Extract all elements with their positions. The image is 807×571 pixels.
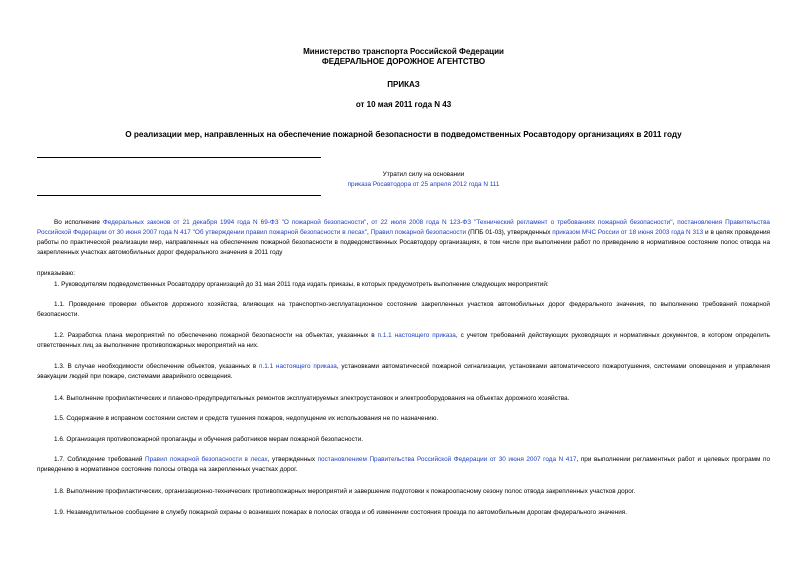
- repeal-order-link[interactable]: приказа Росавтодора от 25 апреля 2012 года N 111: [347, 181, 500, 188]
- document-date-number: от 10 мая 2011 года N 43: [355, 100, 452, 109]
- fire-safety-rules-link[interactable]: Правил пожарной безопасности: [370, 229, 467, 236]
- emercom-order-link[interactable]: приказом МЧС России от 18 июня 2003 года N 313: [552, 229, 704, 236]
- item-1-8: 1.8. Выполнение профилактических, организационно-технических противопожарных мероприятий и завершение подготовки к пожароопасному сезону полос отвода закрепленных участков дорог.: [54, 488, 636, 495]
- divider: [37, 157, 321, 158]
- text-run: 1.2. Разработка плана мероприятий по обеспечению пожарной безопасности на объектах, указанных в: [54, 332, 378, 339]
- ministry-name: Министерство транспорта Российской Федерации: [303, 47, 504, 56]
- preamble-paragraph: [37, 218, 770, 258]
- text-run: , утвержденных: [267, 456, 318, 463]
- text-run: ,: [366, 219, 372, 226]
- government-decree-link[interactable]: постановления Правительства Российской Федерации от 30 июня 2007 года N 417 "Об утверждении правил пожарной безопасности в лесах": [37, 219, 770, 236]
- text-run: Во исполнение: [54, 219, 103, 226]
- federal-laws-link[interactable]: Федеральных законов от 21 декабря 1994 года N 69-ФЗ "О пожарной безопасности": [102, 219, 367, 226]
- order-word: приказываю:: [37, 270, 75, 277]
- item-1-6: 1.6. Организация противопожарной пропаганды и обучения работников мерам пожарной безопасности.: [54, 436, 364, 443]
- divider: [37, 195, 321, 196]
- text-run: , при выполнении регламентных работ и целевых программ по приведению в нормативное состояние полосы отвода на закрепленных участках дорог.: [37, 456, 770, 473]
- text-run: , установками автоматической пожарной сигнализации, установками автоматического пожаротушения, системами оповещения и управления эвакуации людей при пожаре, системами аварийного освещения.: [37, 363, 770, 380]
- status-note: Утратил силу на основании: [382, 171, 465, 178]
- status-note-link-line: [0, 180, 807, 189]
- item-1-9: 1.9. Незамедлительное сообщение в службу пожарной охраны о возникших пожарах в полосах отвода и об изменении состояния проезда по автомобильным дорогам федерального значения.: [54, 509, 628, 516]
- item-1-7: [37, 455, 770, 475]
- item-1-3: [37, 362, 770, 382]
- text-run: и в целях проведения работы по практической реализации мер, направленных на обеспечение пожарной безопасности в подведомственных Росавтодору организациях, в том числе при выполнении работ по приведению в нормативное состояние полос отвода на закрепленных участках автомобильных дорог федерального значения в 2011 году: [37, 229, 771, 256]
- issuer-block: [0, 47, 807, 67]
- item-1-4: 1.4. Выполнение профилактических и планово-предупредительных ремонтов эксплуатируемых электроустановок и электрооборудования на объектах дорожного хозяйства.: [54, 395, 570, 402]
- item-1-1-link[interactable]: п.1.1 настоящего приказа: [377, 332, 456, 339]
- government-decree-417-link[interactable]: постановлением Правительства Российской Федерации от 30 июня 2007 года N 417: [317, 456, 577, 463]
- text-run: 1.7. Соблюдение требований: [54, 456, 145, 463]
- document-title: О реализации мер, направленных на обеспечение пожарной безопасности в подведомственных Росавтодору организациях в 2011 году: [125, 130, 682, 139]
- text-run: , с учетом требований действующих руководящих и нормативных документов, в котором определить ответственных лиц за выполнение противопожарных мероприятий на них.: [37, 332, 771, 349]
- item-1: 1. Руководителям подведомственных Росавтодору организаций до 31 мая 2011 года издать приказы, в которых предусмотреть выполнение следующих мероприятий:: [54, 281, 549, 288]
- agency-name: ФЕДЕРАЛЬНОЕ ДОРОЖНОЕ АГЕНТСТВО: [321, 57, 486, 66]
- item-1-1-link[interactable]: п.1.1 настоящего приказа: [259, 363, 337, 370]
- item-1-2: [37, 331, 770, 351]
- forest-fire-rules-link[interactable]: Правил пожарной безопасности в лесах: [144, 456, 268, 463]
- item-1-1: 1.1. Проведение проверки объектов дорожного хозяйства, влияющих на транспортно-эксплуатационное состояние закрепленных участков автомобильных дорог федерального значения, по выполнению требований пожарной безопасности.: [37, 301, 770, 318]
- text-run: ,: [672, 219, 678, 226]
- text-run: 1.3. В случае необходимости обеспечение объектов, указанных в: [54, 363, 259, 370]
- text-run: ,: [366, 229, 371, 236]
- text-run: (ППБ 01-03), утвержденных: [466, 229, 553, 236]
- item-1-5: 1.5. Содержание в исправном состоянии систем и средств тушения пожаров, недопущение их использования не по назначению.: [54, 415, 439, 422]
- law-123-fz-link[interactable]: от 22 июля 2008 года N 123-ФЗ "Технический регламент о требованиях пожарной безопасности": [371, 219, 673, 226]
- document-type: ПРИКАЗ: [387, 80, 420, 89]
